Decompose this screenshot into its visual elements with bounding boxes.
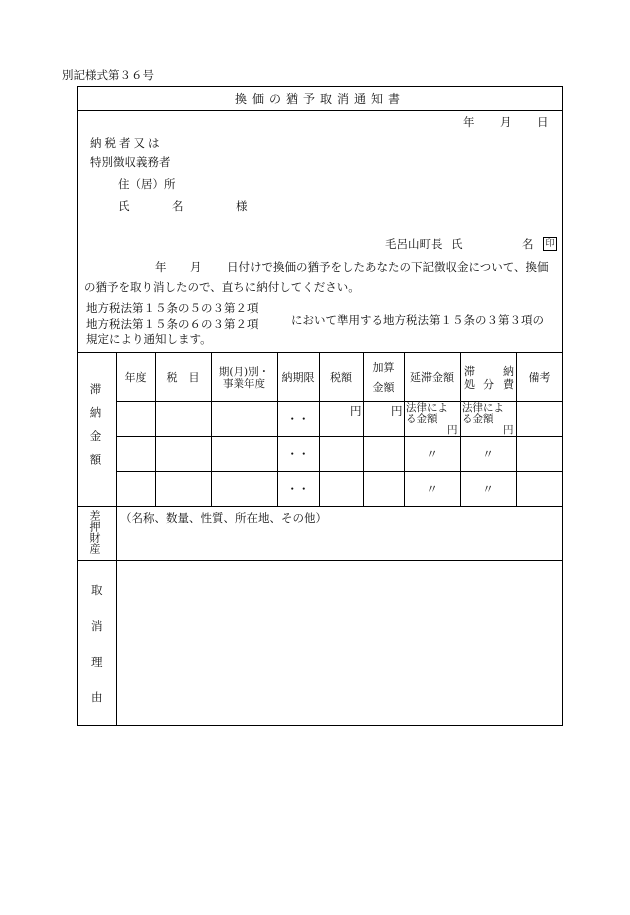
date-year: 年 <box>463 115 475 129</box>
row1-due: ・・ <box>286 412 310 426</box>
body-year: 年 <box>155 260 167 274</box>
issuer-name-1: 氏 <box>451 237 463 251</box>
date-month: 月 <box>500 115 512 129</box>
th-remarks: 備考 <box>528 371 551 384</box>
body-line2: の猶予を取り消したので、直ちに納付してください。 <box>84 280 360 294</box>
form-title: 換価の猶予取消通知書 <box>234 92 405 106</box>
col-div-7 <box>460 352 461 506</box>
th-added-1: 加算 <box>372 361 395 374</box>
th-fee-4: 分 <box>483 378 494 391</box>
row3-fee-ditto: 〃 <box>482 482 494 496</box>
form-code: 別記様式第３６号 <box>62 68 154 82</box>
th-fee-2: 納 <box>503 365 514 378</box>
collector-label: 特別徴収義務者 <box>90 155 171 169</box>
th-fee-5: 費 <box>503 378 514 391</box>
honorific: 様 <box>236 199 248 213</box>
th-tax-amount: 税額 <box>330 371 352 384</box>
th-fee-3: 処 <box>464 378 475 391</box>
name-label-1: 氏 <box>118 199 130 213</box>
law-suffix: において準用する地方税法第１５条の３第３項の <box>291 313 544 327</box>
issuer-name-2: 名 <box>522 237 534 251</box>
row1-bottom <box>116 436 563 437</box>
seizure-label: 差押財産 <box>88 510 101 554</box>
th-period-1: 期(月)別・ <box>218 366 270 378</box>
row2-due: ・・ <box>286 447 310 461</box>
row1-delin-unit: 円 <box>447 424 458 436</box>
row1-fee-unit: 円 <box>503 424 514 436</box>
th-period-2: 事業年度 <box>223 378 265 390</box>
th-delinquency: 延滞金額 <box>410 371 454 384</box>
reason-char-4: 由 <box>91 690 103 704</box>
row1-fee-b: る金額 <box>462 413 494 425</box>
date-day: 日 <box>537 115 549 129</box>
th-year: 年度 <box>124 371 147 384</box>
row1-added-unit: 円 <box>391 404 403 418</box>
row1-fee-a: 法律によ <box>462 402 504 414</box>
law-ref-1: 地方税法第１５条の５の３第２項 <box>86 301 259 315</box>
reason-char-1: 取 <box>91 583 103 597</box>
th-due-date: 納期限 <box>281 371 315 384</box>
address-label: 住（居）所 <box>118 177 176 191</box>
taxpayer-label: 納税者又は <box>90 136 163 150</box>
body-month: 月 <box>190 260 202 274</box>
seizure-hint: （名称、数量、性質、所在地、その他） <box>120 511 327 525</box>
name-label-2: 名 <box>172 199 184 213</box>
row1-delin-1: 法律によ <box>406 402 448 414</box>
reason-char-2: 消 <box>91 619 103 633</box>
row1-delin-2: る金額 <box>406 413 438 425</box>
col-div-5 <box>363 352 364 506</box>
law-line3: 規定により通知します。 <box>86 332 212 346</box>
title-divider <box>77 110 563 111</box>
reason-char-3: 理 <box>91 655 103 669</box>
row2-bottom <box>116 471 563 472</box>
body-line1: 日付けで換価の猶予をしたあなたの下記徴収金について、換価 <box>227 260 549 274</box>
row2-delin-ditto: 〃 <box>426 447 438 461</box>
label-col-divider <box>116 352 117 726</box>
row3-delin-ditto: 〃 <box>426 482 438 496</box>
delinquent-label: 滞納金額 <box>88 383 103 477</box>
seizure-bottom <box>77 560 563 561</box>
row3-due: ・・ <box>286 482 310 496</box>
row1-tax-unit: 円 <box>350 404 362 418</box>
table-bottom <box>77 506 563 507</box>
table-top <box>77 352 563 353</box>
th-tax-item: 税 目 <box>166 371 200 384</box>
th-added-2: 金額 <box>372 381 395 394</box>
issuer-title: 毛呂山町長 <box>385 237 443 251</box>
row2-fee-ditto: 〃 <box>482 447 494 461</box>
th-fee-1: 滞 <box>464 365 475 378</box>
law-ref-2: 地方税法第１５条の６の３第２項 <box>86 317 259 331</box>
seal-mark: 印 <box>543 237 557 251</box>
